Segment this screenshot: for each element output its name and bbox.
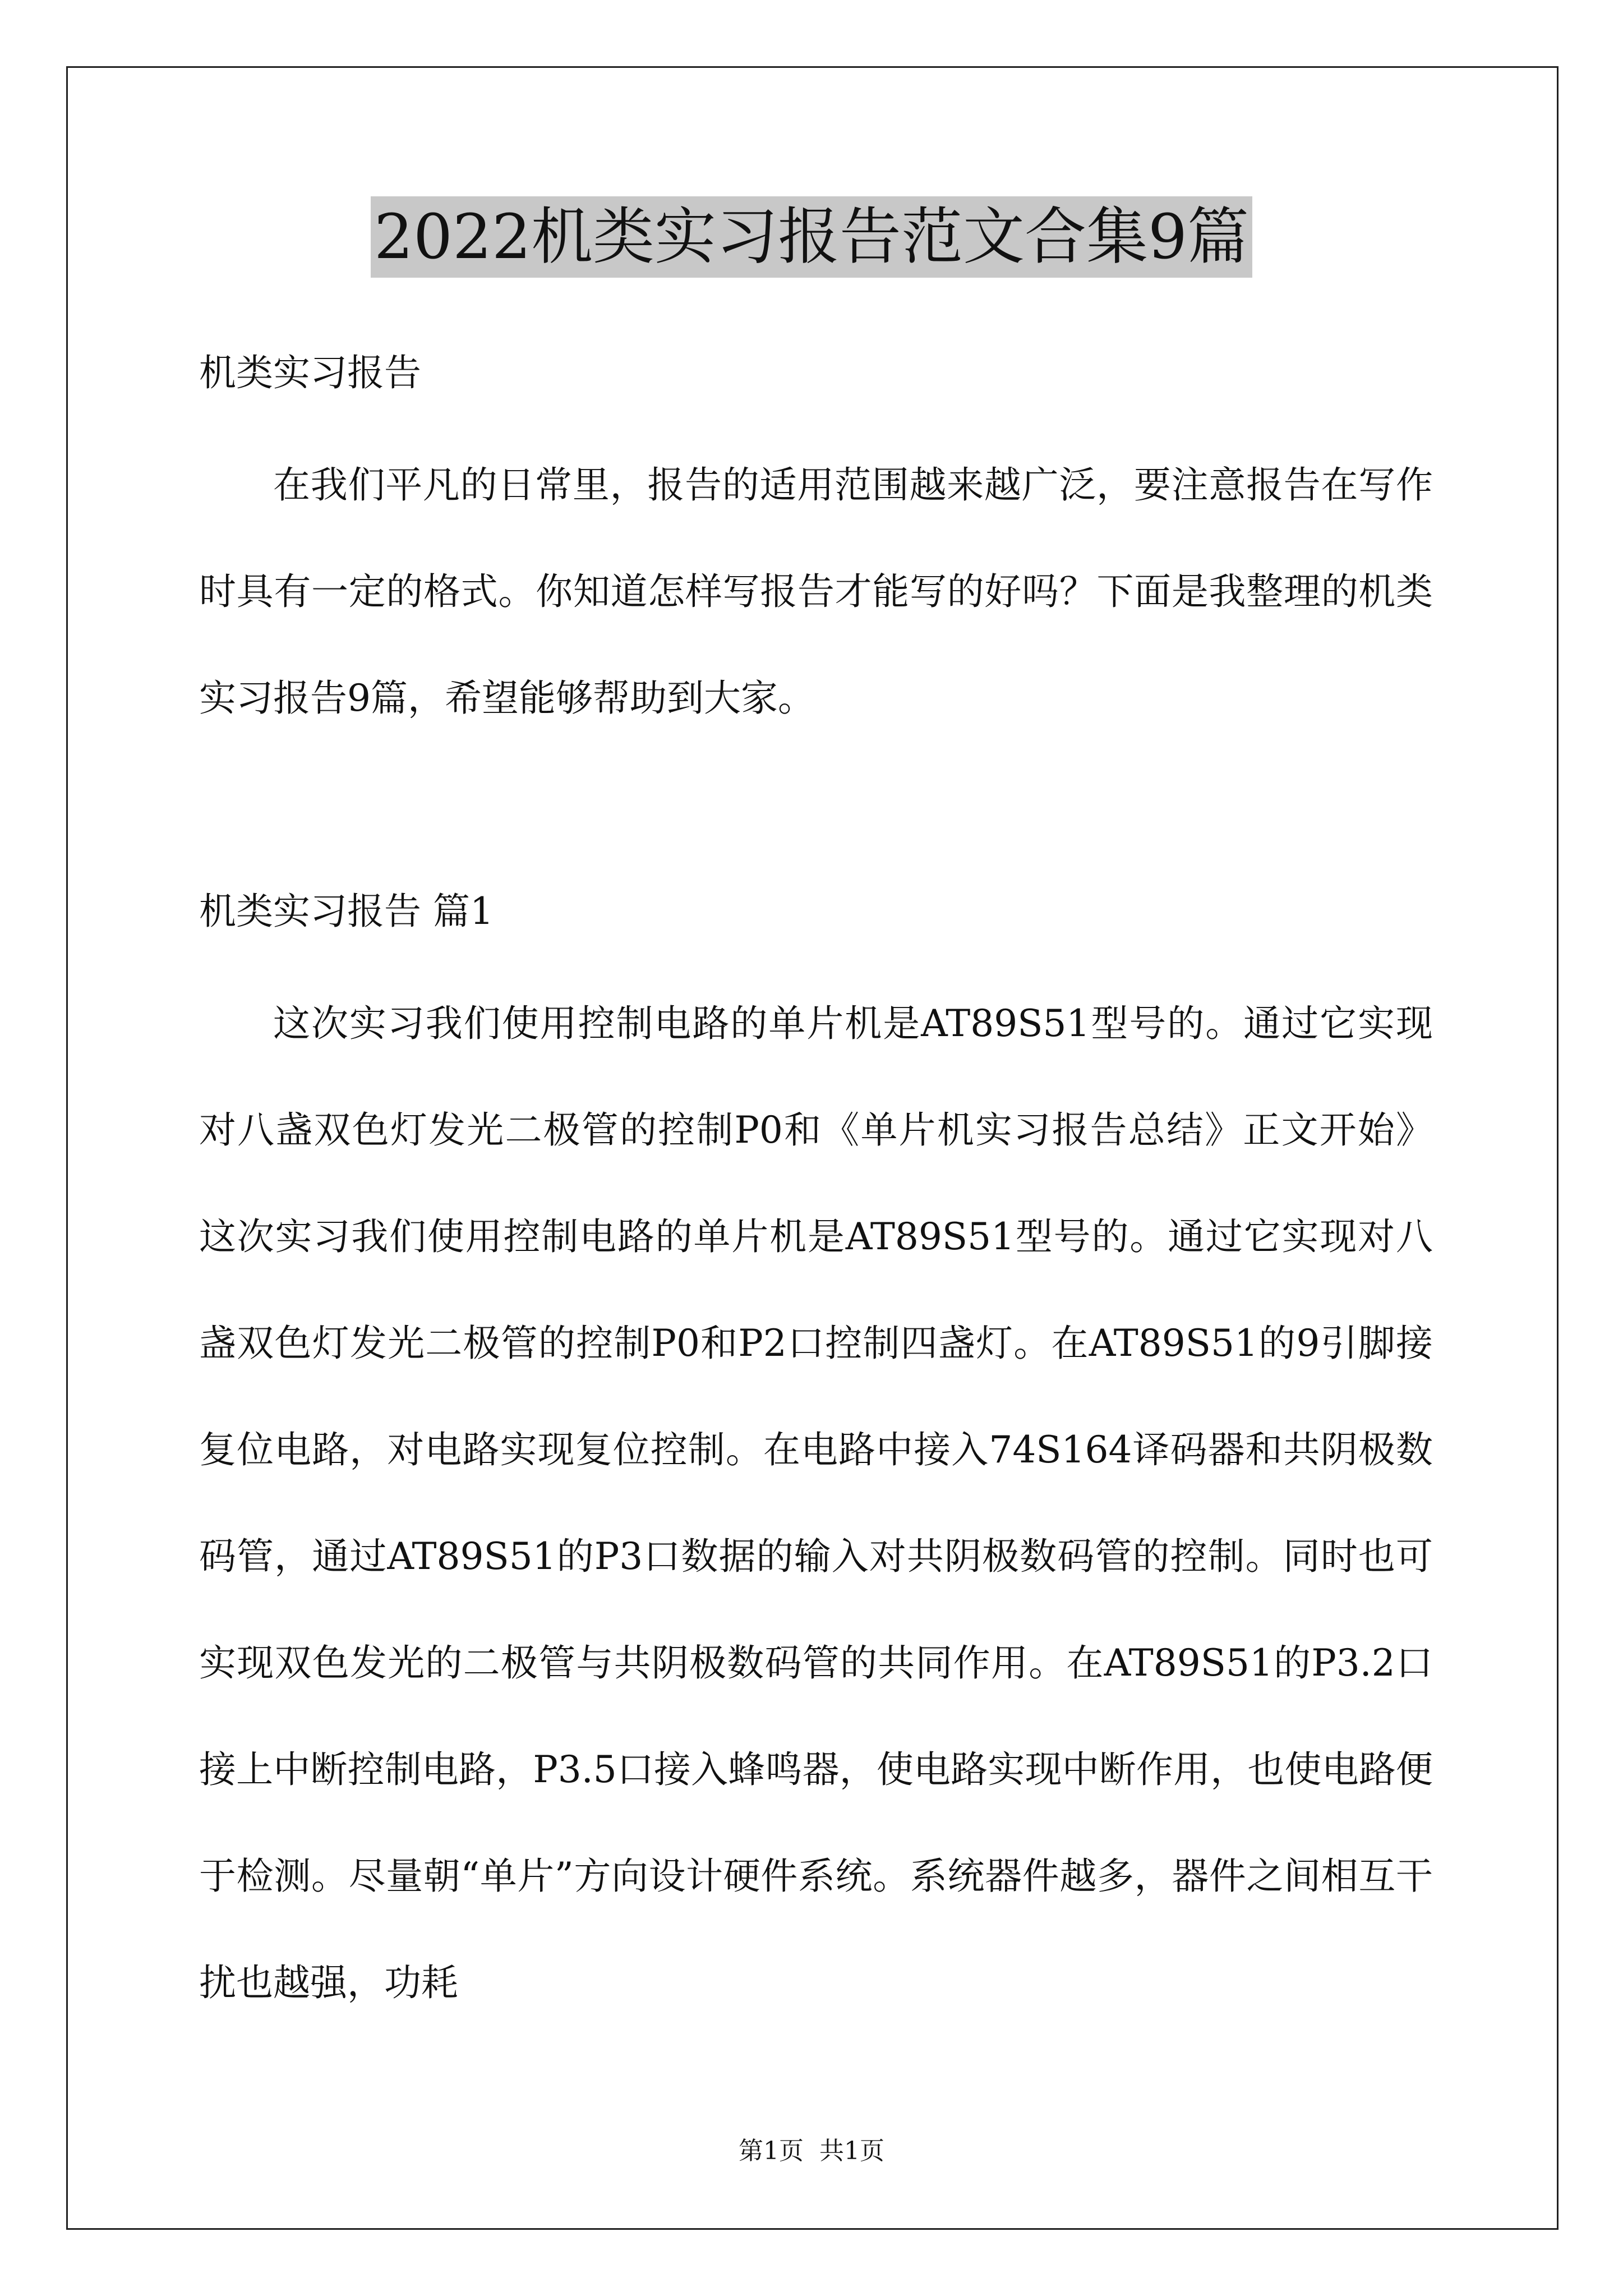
- page-number-total: 共1页: [819, 2137, 884, 2165]
- document-title: 2022机类实习报告范文合集9篇: [371, 196, 1252, 278]
- title-container: [0, 196, 1623, 278]
- page-footer: [0, 2134, 1623, 2168]
- intro-paragraph: 在我们平凡的日常里，报告的适用范围越来越广泛，要注意报告在写作时具有一定的格式。你知道怎样写报告才能写的好吗？下面是我整理的机类实习报告9篇，希望能够帮助到大家。: [199, 463, 1433, 720]
- section-1-heading: 机类实习报告 篇1: [199, 890, 494, 933]
- intro-heading: 机类实习报告: [199, 351, 421, 394]
- page-number-current: 第1页: [739, 2137, 804, 2165]
- section-1-paragraph: 这次实习我们使用控制电路的单片机是AT89S51型号的。通过它实现对八盏双色灯发光二极管的控制P0和《单片机实习报告总结》正文开始》 这次实习我们使用控制电路的单片机是AT89S51型号的。通过它实现对八盏双色灯发光二极管的控制P0和P2口控制四盏灯。在AT89S51的9引脚接复位电路，对电路实现复位控制。在电路中接入74S164译码器和共阴极数码管，通过AT89S51的P3口数据的输入对共阴极数码管的控制。同时也可实现双色发光的二极管与共阴极数码管的共同作用。在AT89S51的P3.2口接上中断控制电路，P3.5口接入蜂鸣器，使电路实现中断作用，也使电路便于检测。尽量朝“单片”方向设计硬件系统。系统器件越多，器件之间相互干扰也越强，功耗: [199, 1002, 1433, 2004]
